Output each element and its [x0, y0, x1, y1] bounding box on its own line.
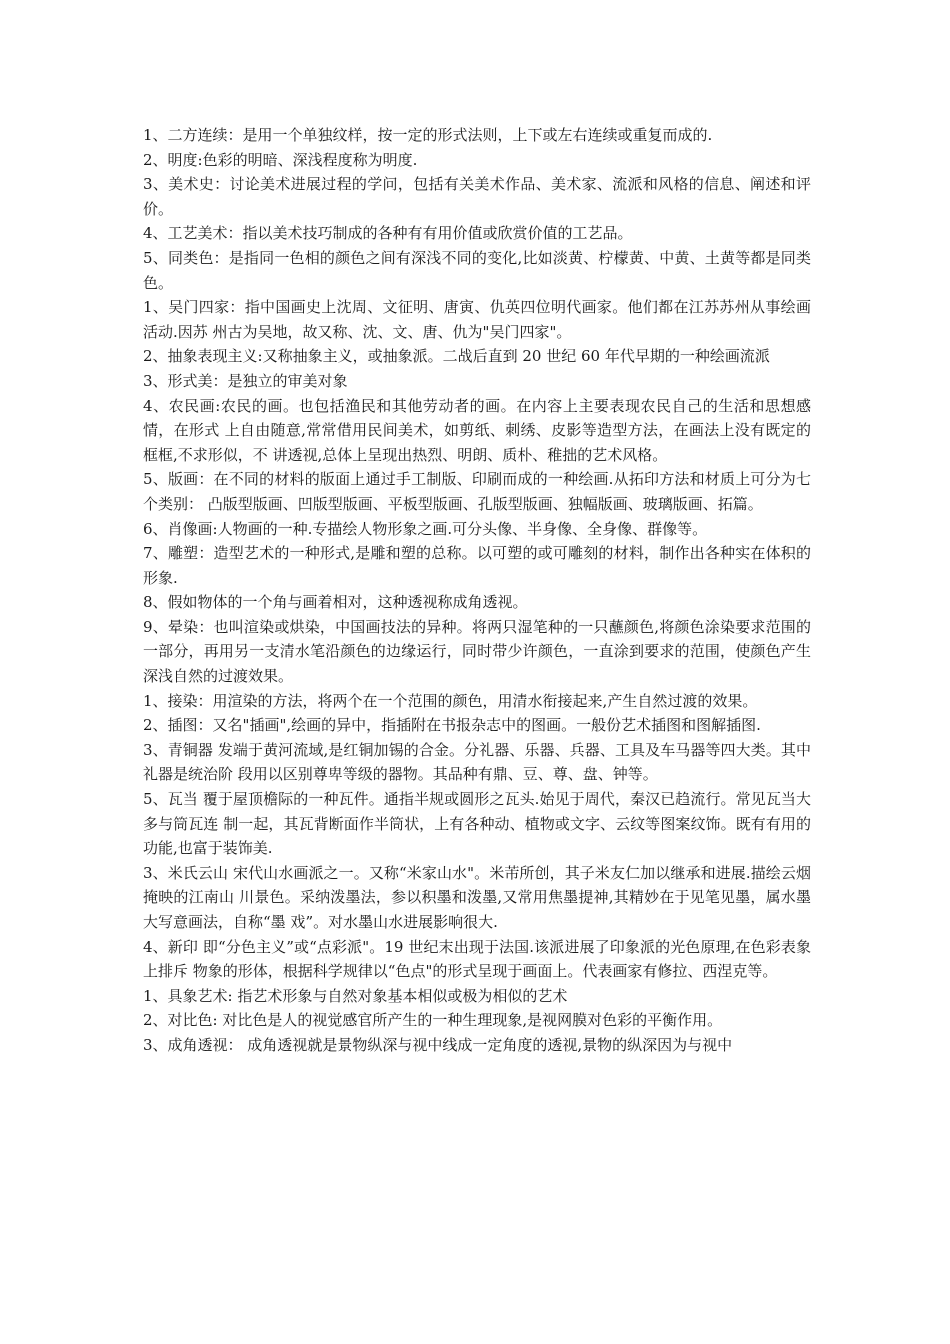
paragraph: 2、插图：又名"插画",绘画的异中，指插附在书报杂志中的图画。一般份艺术插图和图解插图.	[143, 716, 761, 735]
paragraph: 2、明度:色彩的明暗、深浅程度称为明度.	[143, 150, 418, 169]
paragraph: 5、瓦当 覆于屋顶檐际的一种瓦件。通指半规或圆形之瓦头.始见于周代，秦汉已趋流行。常见瓦当大多与筒瓦连 制一起，其瓦背断面作半筒状，上有各种动、植物或文字、云纹等图案纹饰。既有有用的功能,也富于装饰美.	[143, 790, 811, 858]
paragraph: 4、工艺美术：指以美术技巧制成的各种有有用价值或欣赏价值的工艺品。	[143, 224, 633, 243]
paragraph: 3、成角透视： 成角透视就是景物纵深与视中线成一定角度的透视,景物的纵深因为与视中	[143, 1035, 733, 1054]
paragraph: 4、农民画:农民的画。也包括渔民和其他劳动者的画。在内容上主要表现农民自己的生活和思想感情，在形式 上自由随意,常常借用民间美术，如剪纸、刺绣、皮影等造型方法，在画法上没有既定的框框,不求形似，不 讲透视,总体上呈现出热烈、明朗、质朴、稚拙的艺术风格。	[143, 396, 811, 464]
paragraph: 1、二方连续：是用一个单独纹样，按一定的形式法则，上下或左右连续或重复而成的.	[143, 126, 713, 144]
paragraph: 3、青铜器 发端于黄河流域,是红铜加锡的合金。分礼器、乐器、兵器、工具及车马器等四大类。其中礼器是统治阶 段用以区别尊卑等级的器物。其品种有鼎、豆、尊、盘、钟等。	[143, 740, 811, 784]
paragraph: 8、假如物体的一个角与画着相对，这种透视称成角透视。	[143, 593, 528, 612]
paragraph: 7、雕塑：造型艺术的一种形式,是雕和塑的总称。以可塑的或可雕刻的材料，制作出各种实在体积的形象.	[143, 544, 811, 587]
paragraph: 1、接染：用渲染的方法，将两个在一个范围的颜色，用清水衔接起来,产生自然过渡的效果。	[143, 691, 758, 710]
paragraph: 9、晕染：也叫渲染或烘染，中国画技法的异种。将两只湿笔种的一只蘸颜色,将颜色涂染要求范围的一部分，再用另一支清水笔沿颜色的边缘运行，同时带少许颜色，一直涂到要求的范围，使颜色产生深浅自然的过渡效果。	[143, 617, 811, 686]
paragraph: 3、美术史：讨论美术进展过程的学问，包括有关美术作品、美术家、流派和风格的信息、阐述和评价。	[143, 175, 811, 218]
paragraph: 2、抽象表现主义:又称抽象主义，或抽象派。二战后直到 20 世纪 60 年代早期的一种绘画流派	[143, 347, 770, 366]
paragraph: 5、版画：在不同的材料的版面上通过手工制版、印刷而成的一种绘画.从拓印方法和材质上可分为七个类别： 凸版型版画、凹版型版画、平板型版画、孔版型版画、独幅版画、玻璃版画、拓篇。	[143, 470, 811, 513]
paragraph: 1、具象艺术: 指艺术形象与自然对象基本相似或极为相似的艺术	[143, 986, 568, 1005]
paragraph: 3、形式美：是独立的审美对象	[143, 371, 348, 390]
paragraph: 4、新印 即“分色主义”或“点彩派"。19 世纪末出现于法国.该派进展了印象派的光色原理,在色彩表象上排斥 物象的形体，根据科学规律以“色点"的形式呈现于画面上。代表画家有修拉、西涅克等。	[143, 937, 811, 981]
paragraph: 1、吴门四家：指中国画史上沈周、文征明、唐寅、仇英四位明代画家。他们都在江苏苏州从事绘画活动.因苏 州古为吴地，故又称、沈、文、唐、仇为"吴门四家"。	[143, 298, 811, 341]
paragraph: 2、对比色: 对比色是人的视觉感官所产生的一种生理现象,是视网膜对色彩的平衡作用。	[143, 1011, 723, 1030]
document-body	[143, 123, 811, 1058]
paragraph: 5、同类色：是指同一色相的颜色之间有深浅不同的变化,比如淡黄、柠檬黄、中黄、土黄等都是同类色。	[143, 248, 811, 292]
paragraph: 3、米氏云山 宋代山水画派之一。又称“米家山水"。米芾所创，其子米友仁加以继承和进展.描绘云烟掩映的江南山 川景色。采纳泼墨法，参以积墨和泼墨,又常用焦墨提神,其精妙在于见笔见墨，属水墨大写意画法，自称“墨 戏”。对水墨山水进展影响很大.	[143, 863, 811, 931]
paragraph: 6、肖像画:人物画的一种.专描绘人物形象之画.可分头像、半身像、全身像、群像等。	[143, 519, 708, 538]
